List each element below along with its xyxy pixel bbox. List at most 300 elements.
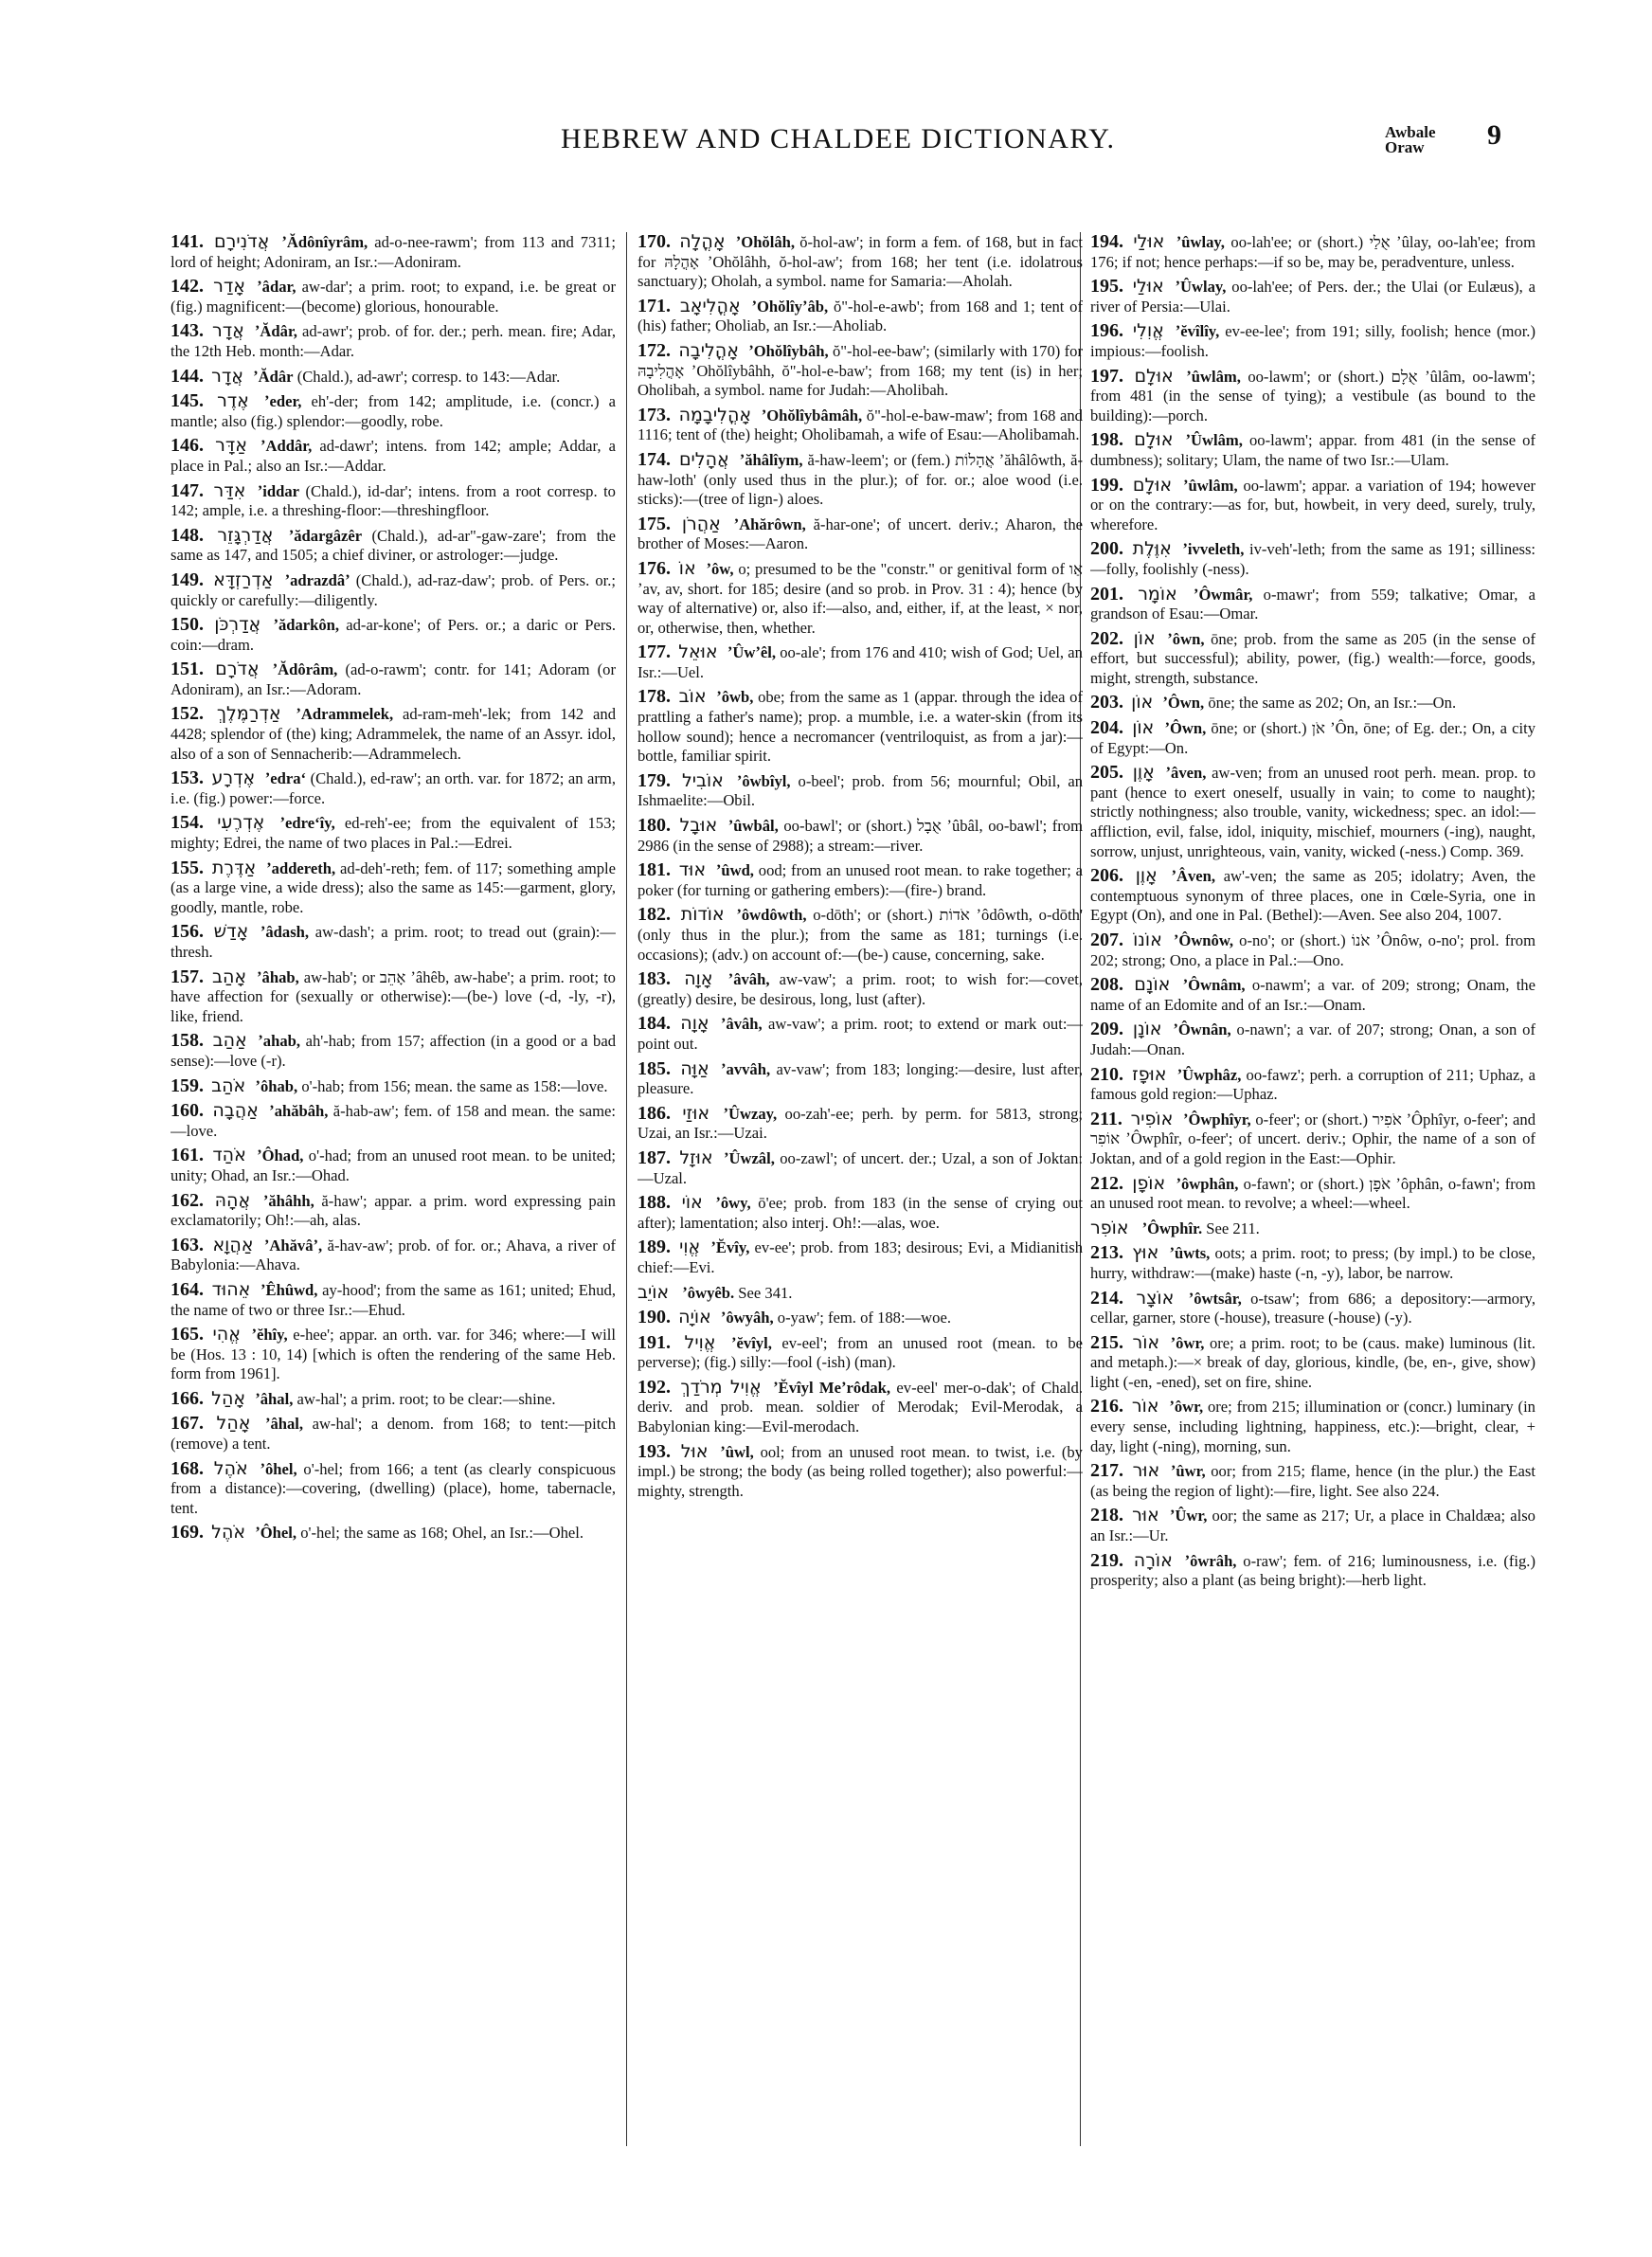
entry-number: 150. [171, 614, 204, 636]
headword: ʼûwd, [715, 861, 754, 880]
dictionary-entry [1090, 1333, 1535, 1393]
hebrew-word: אוֹפָן [1132, 1172, 1166, 1194]
entry-number: 179. [637, 769, 671, 791]
entry-definition: ool; from an unused root mean. to twist, i.e. (by impl.) be strong; the body (as being rolled together); also powerful:—mighty, strength. [637, 1442, 1083, 1500]
dictionary-entry [171, 1101, 616, 1141]
entry-definition: aw-vaw'; a prim. root; to wish for:—covet, (greatly) desire, be desirous, long, lust (after). [637, 970, 1083, 1008]
headword: ʼAdrammelek, [296, 705, 394, 724]
headword: ʼôwr, [1169, 1398, 1204, 1417]
entry-number: 149. [171, 569, 204, 590]
entry-definition: oo-lawm'; appar. a variation of 194; however or on the contrary:—as for, but, howbeit, in very deed, surely, truly, wherefore. [1090, 476, 1535, 533]
entry-definition: ad-o-nee-rawm'; from 113 and 7311; lord of height; Adoniram, an Isr.:—Adoniram. [171, 233, 616, 271]
headword: ʼûwlâm, [1182, 476, 1238, 495]
entry-definition: oots; a prim. root; to press; (by impl.) to be close, hurry, withdraw:—(make) haste (-n, -y), labor, be narrow. [1090, 1244, 1535, 1282]
dictionary-entry [171, 321, 616, 361]
entry-definition: o'-hab; from 156; mean. the same as 158:—love. [301, 1076, 608, 1095]
hebrew-word: אוּר [1132, 1505, 1159, 1526]
headword: ʼôwphân, [1176, 1174, 1239, 1193]
dictionary-entry [637, 905, 1083, 965]
hebrew-word: אֱוִי [679, 1237, 701, 1258]
hebrew-word: אוֹנָן [1132, 1019, 1162, 1040]
entry-number: 147. [171, 479, 204, 501]
entry-definition: o-tsaw'; from 686; a depository:—armory, cellar, garner, store (-house), treasure (-house) (-y). [1090, 1289, 1535, 1327]
dictionary-entry [1090, 975, 1535, 1015]
entry-definition: ōne; prob. from the same as 205 (in the sense of effort, but successful); ability, power, (fig.) wealth:—force, goods, might, strength, substance. [1090, 629, 1535, 687]
headword: ʼĕvîlîy, [1175, 322, 1220, 341]
headword: ʼĂdôrâm, [272, 660, 338, 679]
entry-definition: ō'ee; prob. from 183 (in the sense of crying out after); lamentation; also interj. Oh!:—alas, woe. [637, 1194, 1083, 1232]
hebrew-word: אוּד [678, 859, 707, 881]
hebrew-word: אֲדַרְגָּזֵר [217, 524, 274, 546]
entry-number: 185. [637, 1057, 671, 1079]
headword: ʼÛwʼêl, [727, 643, 776, 662]
headword: ʼôwy, [715, 1194, 751, 1213]
dictionary-entry [171, 922, 616, 962]
entry-definition: See 211. [1206, 1219, 1260, 1237]
hebrew-word: אוּזָל [679, 1147, 713, 1168]
hebrew-word: אָהֳלִיבָה [678, 339, 739, 361]
entry-definition: eh'-der; from 142; amplitude, i.e. (concr.) a mantle; also (fig.) splendor:—goodly, robe. [171, 392, 616, 430]
entry-number: 193. [637, 1440, 671, 1462]
dictionary-entry [171, 1325, 616, 1384]
hebrew-word: אַדָּר [215, 435, 247, 457]
entry-number: 195. [1090, 276, 1123, 298]
headword: ʼiddar [257, 481, 300, 500]
entry-number: 167. [171, 1413, 204, 1435]
entry-number: 146. [171, 435, 204, 457]
hebrew-word: אוֹר [1132, 1331, 1160, 1353]
headword: ʼâhal, [255, 1389, 294, 1408]
entry-number: 169. [171, 1522, 204, 1544]
hebrew-word: אֱוִיל מְרֹדַךְ [680, 1376, 762, 1398]
headword: ʼÊhûwd, [260, 1280, 318, 1299]
dictionary-entry [637, 1378, 1083, 1437]
entry-definition: aw-dar'; a prim. root; to expand, i.e. be great or (fig.) magnificent:—(become) glorious, honourable. [171, 278, 616, 316]
dictionary-entry [1090, 1289, 1535, 1328]
dictionary-entry [1090, 585, 1535, 624]
dictionary-entry [171, 1523, 616, 1544]
entry-definition: aw-hal'; a prim. root; to be clear:—shine. [296, 1389, 556, 1408]
entry-definition: (Chald.), ad-ar"-gaw-zare'; from the same as 147, and 1505; a chief diviner, or astrologer:—judge. [171, 526, 616, 565]
headword: ʼâdar, [257, 278, 296, 297]
entry-number: 178. [637, 686, 671, 708]
hebrew-word: אוּלָם [1134, 365, 1174, 387]
headword: ʼôwyêb. [682, 1283, 735, 1302]
guide-words [1385, 125, 1436, 155]
entry-number: 168. [171, 1457, 204, 1479]
entry-definition: ŏ-hol-aw'; in form a fem. of 168, but in fact for אָהֳלָהּ ʼOhŏlâhh, ŏ-hol-aw'; from 168; her tent (i.e. idolatrous sanctuary); Oholah, a symbol. name for Samaria:—Aholah. [637, 233, 1083, 291]
dictionary-entry [637, 341, 1083, 401]
entry-number: 143. [171, 320, 204, 342]
headword: ʼôhab, [255, 1076, 298, 1095]
headword: ʼûwts, [1169, 1244, 1211, 1263]
headword: ʼâdash, [260, 923, 310, 942]
entry-number: 175. [637, 513, 671, 534]
dictionary-entry [171, 1031, 616, 1071]
entry-definition: ay-hood'; from the same as 161; united; Ehud, the name of two or three Isr.:—Ehud. [171, 1280, 616, 1319]
entry-definition: o-dōth'; or (short.) אֹדוֹת ʼôdôwth, o-dōth' (only thus in the plur.); from the same as 181; turnings (i.e. occasions); (adv.) on account of:—(be-) cause, concerning, sake. [637, 906, 1083, 964]
dictionary-entry [637, 1193, 1083, 1233]
entry-definition: oo-fawz'; perh. a corruption of 211; Uphaz, a famous gold region:—Uphaz. [1090, 1065, 1535, 1104]
headword: ʼivveleth, [1182, 540, 1245, 559]
entry-number: 154. [171, 812, 204, 834]
dictionary-entry [171, 1414, 616, 1454]
entry-number: 191. [637, 1331, 671, 1353]
hebrew-word: אָהַל [211, 1387, 246, 1409]
entry-number: 171. [637, 295, 671, 316]
hebrew-word: אוֹדוֹת [680, 904, 725, 926]
dictionary-entry [1090, 277, 1535, 316]
hebrew-word: אוּזַי [682, 1102, 710, 1124]
headword: ʼĕvîyl, [731, 1333, 772, 1352]
hebrew-word: אַהֲרֹן [681, 513, 721, 534]
headword: ʼÛwr, [1169, 1507, 1208, 1526]
headword: ʼÔwnân, [1173, 1020, 1231, 1039]
entry-number: 160. [171, 1100, 204, 1122]
hebrew-word: אוּלַי [1133, 232, 1165, 252]
dictionary-entry [637, 771, 1083, 811]
entry-number: 202. [1090, 627, 1123, 649]
entry-definition: e-hee'; appar. an orth. var. for 346; where:—I will be (Hos. 13 : 10, 14) [which is often the rendering of the same Heb. form from 1961]. [171, 1326, 616, 1383]
dictionary-entry [1090, 476, 1535, 535]
dictionary-entry [171, 367, 616, 388]
entry-number: 219. [1090, 1549, 1123, 1571]
headword: ʼâvâh, [727, 970, 770, 989]
entry-number: 173. [637, 404, 671, 425]
dictionary-entry [171, 526, 616, 566]
headword: ʼÛwzâl, [723, 1148, 775, 1167]
headword: ʼOhŏlîybâmâh, [761, 406, 863, 424]
hebrew-word: אוֹן [1132, 717, 1155, 739]
headword: ʼădargâzêr [288, 526, 363, 545]
headword: ʼÔwphîyr, [1182, 1110, 1251, 1128]
entry-number: 156. [171, 921, 204, 943]
dictionary-entry [637, 1059, 1083, 1099]
entry-number: 144. [171, 365, 204, 387]
entry-number: 215. [1090, 1331, 1123, 1353]
hebrew-word: אֶדֶר [217, 390, 249, 412]
hebrew-word: אֲדֹרָם [215, 659, 260, 680]
hebrew-word: אוּלָם [1132, 474, 1173, 496]
entry-number: 181. [637, 859, 671, 881]
entry-definition: aw-ven; from an unused root perh. mean. prop. to pant (hence to exert oneself, usually in vain; to come to naught); strictly nothingness; also trouble, vanity, wickedness; spec. an idol:—affliction, evil, false, idol, iniquity, mischief, mourners (-ing), naught, sorrow, unjust, unrighteous, vain, vanity, wicked (-ness.) Comp. 369. [1090, 764, 1535, 860]
entry-number: 172. [637, 339, 671, 361]
entry-number: 184. [637, 1013, 671, 1035]
hebrew-word: אֱוִיל [684, 1331, 716, 1353]
entry-definition: ōne; or (short.) אֹן ʼÔn, ōne; of Eg. der.; On, a city of Egypt:—On. [1090, 719, 1535, 757]
dictionary-entry [171, 615, 616, 655]
entry-number: 209. [1090, 1019, 1123, 1040]
dictionary-entry [637, 1333, 1083, 1373]
dictionary-entry [171, 1236, 616, 1275]
dictionary-entry [637, 232, 1083, 292]
dictionary-entry [637, 1442, 1083, 1502]
dictionary-entry [637, 642, 1083, 682]
entry-definition: o'-hel; the same as 168; Ohel, an Isr.:—Ohel. [300, 1524, 584, 1543]
entry-definition: o-nawm'; a var. of 209; strong; Onam, the name of an Edomite and of an Isr.:—Onam. [1090, 976, 1535, 1014]
entry-definition: aw-vaw'; a prim. root; to extend or mark out:—point out. [637, 1015, 1083, 1053]
hebrew-word: אִוֶּלֶת [1132, 538, 1172, 560]
hebrew-word: אָהַב [211, 966, 247, 987]
headword: ʼôwrâh, [1184, 1551, 1237, 1570]
dictionary-entry [171, 704, 616, 764]
entry-definition: (Chald.), ad-awr'; corresp. to 143:—Adar. [296, 367, 561, 386]
entry-definition: ad-deh'-reth; fem. of 117; something ample (as a large vine, a wide dress); also the same as 145:—garment, glory, goodly, mantle, robe. [171, 858, 616, 916]
headword: ʼĔvîyl Meʼrôdak, [773, 1378, 891, 1397]
hebrew-word: אָהַל [216, 1413, 251, 1435]
dictionary-entry [171, 232, 616, 272]
entry-definition: oo-zawl'; of uncert. der.; Uzal, a son of Joktan:—Uzal. [637, 1148, 1083, 1187]
hebrew-word: אוֹצָר [1136, 1287, 1175, 1309]
hebrew-word: אַוָּה [680, 1057, 709, 1079]
dictionary-entry [1090, 1551, 1535, 1591]
entry-number: 213. [1090, 1242, 1123, 1264]
dictionary-entry [171, 391, 616, 431]
headword: ʼÛwlay, [1175, 278, 1227, 297]
headword: ʼôhel, [260, 1459, 297, 1478]
headword: ʼÛwlâm, [1185, 431, 1243, 450]
headword: ʼedreʻîy, [279, 814, 335, 833]
headword: ʼOhŏlîyʼâb, [751, 297, 829, 316]
dictionary-entry [1090, 367, 1535, 426]
headword: ʼavvâh, [721, 1059, 771, 1078]
dictionary-entry [1090, 1243, 1535, 1283]
hebrew-word: אוֹפִר [1090, 1217, 1129, 1238]
dictionary-entry [637, 687, 1083, 766]
entry-number: 218. [1090, 1505, 1123, 1526]
entry-number: 188. [637, 1192, 671, 1214]
entry-definition: o-fawn'; or (short.) אֹפָן ʼôphân, o-fawn'; from an unused root mean. to revolve; a wheel:—wheel. [1090, 1174, 1535, 1213]
entry-number: 145. [171, 390, 204, 412]
entry-definition: ad-dawr'; intens. from 142; ample; Addar, a place in Pal.; also an Isr.:—Addar. [171, 437, 616, 475]
dictionary-entry [171, 277, 616, 316]
hebrew-word: אָדַשׁ [213, 921, 249, 943]
hebrew-word: אוֹר [1131, 1396, 1159, 1417]
entry-number: 161. [171, 1145, 204, 1166]
dictionary-entry [171, 659, 616, 699]
entry-number: 201. [1090, 583, 1123, 605]
headword: ʼahăbâh, [269, 1102, 329, 1121]
hebrew-word: אוּלָם [1134, 429, 1174, 451]
dictionary-entry [1090, 718, 1535, 758]
hebrew-word: אָהֳלִיבָמָה [678, 404, 752, 425]
column-divider [626, 232, 627, 2146]
entry-number: 204. [1090, 717, 1123, 739]
entry-definition: ă-haw'; appar. a prim. word expressing pain exclamatorily; Oh!:—ah, alas. [171, 1191, 616, 1230]
entry-definition: ood; from an unused root mean. to rake together; a poker (for turning or gathering embers):—(fire-) brand. [637, 861, 1083, 899]
hebrew-word: אוּפָז [1132, 1063, 1167, 1085]
entry-number: 164. [171, 1278, 204, 1300]
entry-number: 163. [171, 1234, 204, 1255]
headword: ʼÔhel, [255, 1524, 297, 1543]
entry-definition: aw-hab'; or אָהֵב ʼâhêb, aw-habe'; a prim. root; to have affection for (sexually or otherwise):—(be-) love (-d, -ly, -r), like, friend. [171, 967, 616, 1025]
headword: ʼâven, [1165, 764, 1207, 783]
entry-number: 196. [1090, 320, 1123, 342]
headword: ʼÔwmâr, [1193, 585, 1253, 604]
entry-number: 206. [1090, 865, 1123, 887]
hebrew-word: אַהֲבָה [212, 1100, 259, 1122]
entry-definition: o-yaw'; fem. of 188:—woe. [777, 1309, 951, 1327]
entry-number: 211. [1090, 1108, 1122, 1129]
headword: ʼahab, [258, 1032, 300, 1051]
dictionary-entry [171, 768, 616, 808]
hebrew-word: אוֹרָה [1133, 1549, 1173, 1571]
entry-number: 165. [171, 1324, 204, 1345]
hebrew-word: אֱוִלִי [1132, 320, 1164, 342]
headword: ʼÔwnâm, [1182, 976, 1246, 995]
entry-definition: o-beel'; prob. from 56; mournful; Obil, an Ishmaelite:—Obil. [637, 771, 1083, 810]
dictionary-entry [171, 1459, 616, 1519]
entry-definition: o-nawn'; a var. of 207; strong; Onan, a son of Judah:—Onan. [1090, 1020, 1535, 1058]
entry-number: 153. [171, 767, 204, 789]
entry-number: 207. [1090, 930, 1123, 950]
headword: ʼôwyâh, [720, 1309, 774, 1327]
entry-definition: ore; a prim. root; to be (caus. make) luminous (lit. and metaph.):—× break of day, glorious, kindle, (be, en-, give, show) light (-en, -ened), set on fire, shine. [1090, 1333, 1535, 1391]
entry-definition: oo-lawm'; appar. from 481 (in the sense of dumbness); solitary; Ulam, the name of two Isr.:—Ulam. [1090, 431, 1535, 469]
hebrew-word: אָוֶן [1132, 762, 1155, 784]
guide-word-bottom: Oraw [1385, 138, 1425, 156]
hebrew-word: אֹהֶל [213, 1457, 248, 1479]
dictionary-entry [637, 1014, 1083, 1054]
headword: ʼôwb, [716, 688, 754, 707]
headword: ʼûwlâm, [1186, 367, 1241, 386]
entry-number: 216. [1090, 1396, 1123, 1417]
headword: ʼĂdâr [253, 367, 294, 386]
dictionary-entry [637, 1237, 1083, 1277]
hebrew-word: אָהֳלִיאָב [679, 295, 741, 316]
entry-definition: ă-hav-aw'; prob. of for. or.; Ahava, a river of Babylonia:—Ahava. [171, 1236, 616, 1274]
entry-definition: oor; the same as 217; Ur, a place in Chaldæa; also an Isr.:—Ur. [1090, 1507, 1535, 1545]
hebrew-word: אֶדְרָע [211, 767, 256, 789]
entry-number: 183. [637, 968, 671, 990]
dictionary-entry [1090, 1219, 1535, 1239]
hebrew-word: אוּל [680, 1440, 709, 1462]
hebrew-word: אָוֶן [1135, 865, 1158, 887]
dictionary-entry [1090, 763, 1535, 861]
dictionary-entry [1090, 1110, 1535, 1169]
headword: ʼÔhad, [257, 1147, 304, 1165]
entry-definition: ev-eel' mer-o-dak'; of Chald. deriv. and prob. mean. soldier of Merodak; Evil-Merodak, a Babylonian king:—Evil-merodach. [637, 1378, 1083, 1436]
dictionary-column-2 [637, 232, 1083, 2175]
dictionary-entry [1090, 321, 1535, 361]
dictionary-entry [1090, 1065, 1535, 1105]
headword: ʼÂven, [1171, 867, 1215, 886]
entry-definition: ev-ee'; prob. from 183; desirous; Evi, a Midianitish chief:—Evi. [637, 1238, 1083, 1276]
dictionary-entry [637, 515, 1083, 554]
entry-number: 182. [637, 904, 671, 926]
page-title: HEBREW AND CHALDEE DICTIONARY. [561, 123, 1116, 154]
entry-number: 190. [637, 1307, 671, 1328]
hebrew-word: אָהֳלָה [679, 232, 726, 252]
headword: ʼedraʻ [264, 769, 307, 788]
hebrew-word: אוּץ [1132, 1242, 1159, 1264]
entry-definition: ev-ee-lee'; from 191; silly, foolish; hence (mor.) impious:—foolish. [1090, 322, 1535, 360]
dictionary-entry [171, 858, 616, 918]
headword: ʼOhŏlâh, [735, 233, 796, 251]
hebrew-word: אָדַר [213, 276, 245, 298]
dictionary-column-3 [1090, 232, 1535, 2175]
hebrew-word: אֶדְרֶעִי [217, 812, 265, 834]
headword: ʼôwn, [1167, 629, 1205, 648]
headword: ʼâhab, [257, 967, 299, 986]
hebrew-word: אוּר [1132, 1460, 1160, 1482]
hebrew-word: אֹהֶל [211, 1522, 246, 1544]
hebrew-word: אָוָה [684, 968, 713, 990]
dictionary-entry [637, 969, 1083, 1009]
entry-definition: (Chald.), ad-raz-daw'; prob. of Pers. or.; quickly or carefully:—diligently. [171, 570, 616, 609]
entry-number: 198. [1090, 429, 1123, 451]
dictionary-column-1 [171, 232, 616, 2175]
dictionary-entry [637, 1148, 1083, 1188]
headword: ʼâhal, [264, 1415, 304, 1434]
entry-definition: o-no'; or (short.) אֹנוֹ ʼÔnôw, o-no'; prol. from 202; strong; Ono, a place in Pal.:—Ono. [1090, 931, 1535, 969]
entry-number: 177. [637, 641, 671, 663]
entry-definition: aw'-ven; the same as 205; idolatry; Aven, the contemptuous synonym of three places, one in Cœle-Syria, one in Egypt (On), and one in Pal. (Bethel):—Aven. See also 204, 1007. [1090, 867, 1535, 925]
entry-definition: aw-hal'; a denom. from 168; to tent:—pitch (remove) a tent. [171, 1415, 616, 1454]
entry-definition: ev-eel'; from an unused root (mean. to be perverse); (fig.) silly:—fool (-ish) (man). [637, 1333, 1083, 1372]
headword: ʼâvâh, [720, 1015, 763, 1034]
headword: ʼÔwnôw, [1173, 931, 1234, 949]
entry-number: 162. [171, 1189, 204, 1211]
entry-definition: ŏ"-hol-ee-baw'; (similarly with 170) for אָהֳלִיבָהּ ʼOhŏlîybâhh, ŏ"-hol-e-baw'; from 168; my tent (is) in her; Oholibah, a symbol. name for Judah:—Aholibah. [637, 341, 1083, 400]
hebrew-word: אֱהִי [212, 1324, 241, 1345]
hebrew-word: אָוָה [680, 1013, 709, 1035]
entry-number: 151. [171, 659, 204, 680]
headword: ʼeder, [263, 392, 302, 411]
entry-definition: o-feer'; or (short.) אֹפִיר ʼÔphîyr, o-feer'; and אוֹפִר ʼÔwphîr, o-feer'; of uncert. deriv.; Ophir, the name of a son of Joktan, and of a gold region in the East:—Ophir. [1090, 1110, 1535, 1167]
entry-definition: (Chald.), ed-raw'; an orth. var. for 1872; an arm, i.e. (fig.) power:—force. [171, 769, 616, 807]
hebrew-word: אֲהָלִים [678, 448, 729, 470]
dictionary-entry [1090, 1506, 1535, 1545]
headword: ʼĂdâr, [254, 322, 297, 341]
headword: ʼôwr, [1170, 1333, 1205, 1352]
hebrew-word: אוֹן [1133, 627, 1156, 649]
dictionary-entry [171, 1280, 616, 1320]
hebrew-word: אוֹפִיר [1130, 1108, 1174, 1129]
headword: ʼAhărôwn, [733, 515, 806, 533]
entry-definition: (Chald.), id-dar'; intens. from a root corresp. to 142; ample, i.e. a threshing-floor:—threshingfloor. [171, 481, 616, 520]
headword: ʼadrazdâʼ [284, 570, 350, 589]
headword: ʼĔvîy, [710, 1238, 750, 1257]
hebrew-word: אַדְרַמֶּלֶךְ [216, 703, 281, 725]
dictionary-entry [171, 813, 616, 853]
entry-definition: ad-ar-kone'; of Pers. or.; a daric or Pers. coin:—dram. [171, 616, 616, 654]
entry-definition: aw-dash'; a prim. root; to tread out (grain):—thresh. [171, 923, 616, 961]
headword: ʼôw, [706, 559, 734, 578]
entry-definition: ōne; the same as 202; On, an Isr.:—On. [1208, 694, 1457, 713]
dictionary-entry [637, 1104, 1083, 1144]
entry-number: 205. [1090, 762, 1123, 784]
headword: ʼÔwphîr. [1141, 1219, 1203, 1237]
entry-definition: iv-veh'-leth; from the same as 191; silliness:—folly, foolishly (-ness). [1090, 540, 1535, 578]
entry-number: 166. [171, 1387, 204, 1409]
dictionary-entry [637, 559, 1083, 638]
hebrew-word: אַדְרַזְדָּא [213, 569, 274, 590]
entry-definition: ŏ"-hol-e-baw-maw'; from 168 and 1116; tent of (the) height; Oholibamah, a wife of Esau:—Aholibamah. [637, 406, 1083, 444]
entry-number: 157. [171, 966, 204, 987]
headword: ʼÛwzay, [723, 1104, 778, 1123]
entry-definition: o; presumed to be the "constr." or genitival form of אַו ʼav, av, short. for 185; desire (and so prob. in Prov. 31 : 4); hence (by way of alternative) or, also if:—also, and, either, if, at the least, × nor, or, otherwise, then, whether. [637, 559, 1083, 637]
entry-number: 152. [171, 703, 204, 725]
hebrew-word: אוּבָל [679, 815, 718, 837]
headword: ʼăhâhh, [262, 1191, 314, 1210]
headword: ʼÛwphâz, [1176, 1065, 1242, 1084]
dictionary-entry [171, 481, 616, 521]
dictionary-entry [637, 1283, 1083, 1304]
hebrew-word: אוֹיֵב [637, 1281, 670, 1303]
entry-number: 194. [1090, 232, 1123, 252]
entry-definition: oo-bawl'; or (short.) אֻבָל ʼûbâl, oo-bawl'; from 2986 (in the sense of 2988); a stream:—river. [637, 817, 1083, 855]
